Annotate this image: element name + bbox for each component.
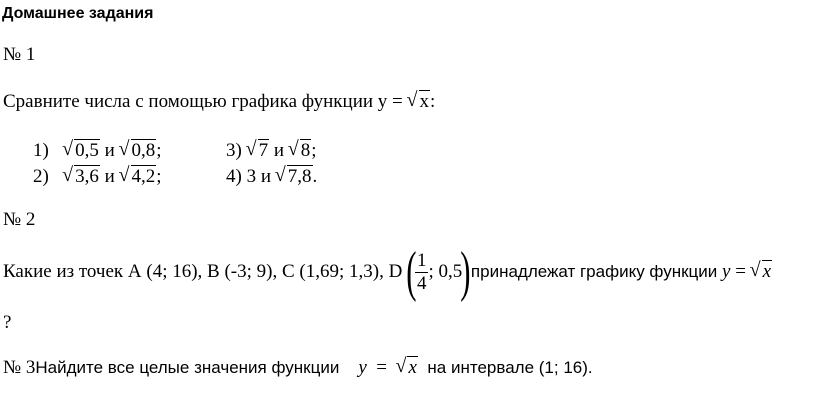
item-label: 2) bbox=[33, 166, 49, 187]
func-lhs: y bbox=[358, 357, 367, 378]
item-end: . bbox=[312, 166, 318, 187]
sqrt-symbol bbox=[120, 166, 157, 188]
conjunction: и bbox=[273, 140, 284, 161]
fraction bbox=[415, 250, 429, 295]
page-title: Домашнее задания bbox=[2, 5, 154, 22]
task1-number: № 1 bbox=[3, 44, 36, 65]
fraction-numerator: 1 bbox=[416, 249, 427, 271]
sqrt-symbol bbox=[408, 91, 431, 113]
item-label: 3) bbox=[226, 140, 242, 161]
conjunction: и bbox=[104, 140, 115, 161]
radicand: 4,2 bbox=[131, 166, 156, 187]
sqrt-symbol bbox=[751, 261, 772, 283]
task1-prompt-suffix: : bbox=[430, 91, 436, 112]
task2-points: Какие из точек А (4; 16), В (-3; 9), С (1,69; 1,3), D bbox=[3, 261, 403, 282]
task3-text: Найдите все целые значения функции bbox=[35, 358, 340, 377]
radicand: 0,8 bbox=[131, 140, 156, 161]
task1-prompt bbox=[3, 91, 435, 113]
task2-number: № 2 bbox=[3, 209, 36, 230]
item-end: ; bbox=[156, 140, 162, 161]
task3-number: № 3 bbox=[3, 357, 36, 378]
func-lhs: y bbox=[722, 261, 731, 282]
task3-suffix: на интервале (1; 16). bbox=[427, 358, 593, 377]
task1-item-2 bbox=[33, 166, 162, 188]
radicand: x bbox=[762, 261, 772, 282]
task1-prompt-text: Сравните числа с помощью графика функции y = bbox=[3, 91, 408, 112]
item-label: 4) bbox=[226, 166, 242, 187]
question-mark: ? bbox=[3, 312, 12, 333]
right-paren: ) bbox=[460, 241, 471, 303]
sqrt-symbol bbox=[276, 166, 313, 188]
task2-middle-text: принадлежат графику функции bbox=[470, 262, 718, 281]
radicand: x bbox=[419, 91, 430, 112]
point-d-y: ; 0,5 bbox=[428, 261, 463, 282]
radicand: 8 bbox=[300, 140, 311, 161]
sqrt-symbol bbox=[289, 140, 312, 162]
conjunction: и bbox=[104, 166, 115, 187]
equals-sign: = bbox=[376, 357, 387, 378]
left-paren: ( bbox=[406, 241, 417, 303]
fraction-denominator: 4 bbox=[416, 272, 427, 294]
equals-sign: = bbox=[735, 261, 746, 282]
item-end: ; bbox=[156, 166, 162, 187]
sqrt-symbol bbox=[247, 140, 270, 162]
sqrt-symbol bbox=[63, 166, 100, 188]
task1-item-4 bbox=[226, 166, 317, 188]
item-label: 1) bbox=[33, 140, 49, 161]
task3 bbox=[3, 357, 593, 379]
radicand: 0,5 bbox=[75, 140, 99, 161]
sqrt-symbol bbox=[63, 140, 100, 162]
radicand: 7 bbox=[258, 140, 269, 161]
sqrt-symbol bbox=[396, 357, 417, 379]
plain-number: 3 bbox=[246, 166, 257, 187]
radicand: x bbox=[408, 357, 417, 378]
task1-item-3 bbox=[226, 140, 317, 162]
radicand: 7,8 bbox=[287, 166, 312, 187]
task1-item-1 bbox=[33, 140, 162, 162]
task2-question bbox=[3, 243, 772, 301]
item-end: ; bbox=[311, 140, 317, 161]
radicand: 3,6 bbox=[75, 166, 99, 187]
sqrt-symbol bbox=[120, 140, 157, 162]
conjunction: и bbox=[260, 166, 271, 187]
